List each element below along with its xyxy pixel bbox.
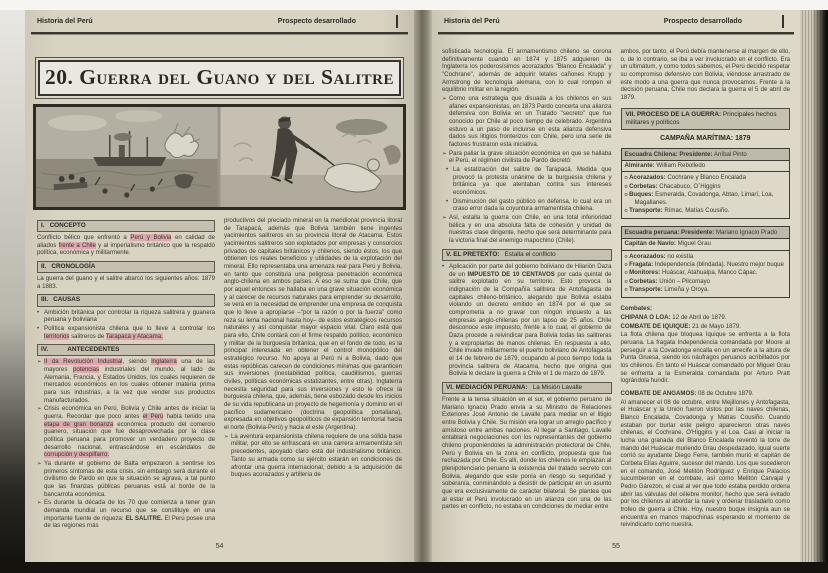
squadron-row: o Corbetas: Unión – Pilcomayo xyxy=(625,278,787,286)
page-header xyxy=(432,10,800,32)
cronologia-body: La guerra del guano y el salitre abarcó los siguientes años: 1879 a 1883. xyxy=(37,275,215,290)
chapter-title: 20. Guerra del Guano y del Salitre xyxy=(44,65,395,89)
body-paragraph: sofisticada tecnología. El armamentismo chileno se corona definitivamente cuando en 1874 y 1875 adquieren de Inglaterra los poderosísimos acorazados "Blanco Encalada" y "Cochrane", además de adquirir letales cañones Krupp y Armstrong de tecnología alemana, con lo cual rompen el equilibrio militar en la región. xyxy=(442,48,612,94)
page-header xyxy=(25,10,414,32)
highlighted-phrase: frente a Chile xyxy=(58,241,96,249)
mediacion-body: Frente a la tensa situación en el sur, el gobierno peruano de Mariano Ignacio Prado envía a su Ministro de Relaciones Exteriores José Antonio de Lavalle para mediar en el litigio entre Bolivia y Chile. Su misión era lograr un arreglo pacífico y amistoso entre ambas naciones. Al llegar a Santiago, Lavalle entablará negociaciones con los representantes del gobierno chileno proponiéndoles la administración protectoral de Chile, Perú y Bolivia en la zona en conflicto, propuesta que fue rechazada por Chile. Es allí, donde los chilenos le emplazan al plenipotenciario peruano la existencia del tratado secreto con Bolivia, alegando que este ponía en riesgo su seguridad y soberanía, conminándolo a desistir de participar en un asunto que era exclusivamente de carácter bilateral. Se plantea que al estar el Perú involucrado en un alianza con una de las partes en conflicto, no estaba en condiciones de mediar entre xyxy=(442,396,612,511)
concepto-body: Conflicto bélico que enfrentó a Perú y Bolivia en calidad de aliados frente a Chile y al imperialismo británico que la respaldó política, económica y militarmente. xyxy=(37,234,215,257)
highlighted-phrase: II da Revolución Industrial xyxy=(44,358,123,366)
pretexto-bullet: • Aplicación por parte del gobierno boliviano de Hilarión Daza de un IMPUESTO DE 10 CENTAVOS por cada quintal de salitre explotado en su territorio. Esto provoca la indignación de la Compañía salitrera de Antofagasta de capitales chileno-británico, alegando que Bolivia estaba violando un decreto emitido en 1874 por el que se comprometía a no gravar con ningún impuesto a las empresas anglo-chilenas por un lapso de 25 años. Chile desconoce este impuesto, frente a lo cual, el gobierno de Daza procede a reivindicar para Bolivia todas las salitreras y a expropiarlas de manos chilenas. En respuesta a ello, Chile invade militarmente el puerto boliviano de Antofagasta el 14 de febrero de 1879, ocupando al poco tiempo toda la provincia salitrera de Atacama, hecho que origina que Bolivia le declare la guerra a Chile el 1 de marzo de 1879. xyxy=(442,263,612,378)
battle-illustration-frame xyxy=(33,104,406,210)
header-section-title: Prospecto desarrollado xyxy=(663,18,742,25)
page-number: 54 xyxy=(215,543,224,550)
squadron-header: Escuadra peruana: Presidente: Mariano Ignacio Prado xyxy=(622,227,790,239)
combat-body: La flota chilena que bloquea Iquique se enfrenta a la flota peruana. La fragata Independencia comandada por Moore al perseguir a la Covadonga encalla en un arrecife a la altura de Punta Gruesa, siendo los náufragos peruanos acribillados por los chilenos. En tanto el Huáscar comandado por Miguel Grau se enfrenta a la Esmeralda comandada por Arturo Pratt lográndola hundir. xyxy=(620,331,790,385)
squadron-subheader: Almirante: William Rebolledo xyxy=(622,161,790,173)
header-rule xyxy=(438,32,794,35)
body-bullet: ➢ Como una estrategia que disuada a los chilenos en sus afanes expansionistas, en 1873 Pardo concerta una alianza defensiva con Bolivia en un Tratado "secreto" que fue conocido por Chile al poco tiempo de celebrado. Argentina estuvo a un paso de incluirse en esta alianza defensiva dados sus litigios fronterizos con Chile, pero una serie de factores frustraron esta iniciativa. xyxy=(442,95,612,149)
combat-entry: CHIPANA O LOA: 12 de Abril de 1879. xyxy=(620,313,727,321)
left-page-column-1 xyxy=(37,216,215,531)
highlighted-phrase: etapa de gran bonanza xyxy=(44,420,114,428)
antecedentes-bullet: ➢ II da Revolución Industrial, siendo Inglaterra una de las mayores potencias industriales del mundo, al lado de Alemania, Francia, y Estados Unidos, los cuales requieren de mercados económicos en los cuales obtener materia prima para sus industrias, a la vez que vender sus productos manufacturados. xyxy=(37,358,215,404)
section-header-concepto: I. CONCEPTO xyxy=(37,220,215,232)
squadron-row: o Acorazados: no existía xyxy=(625,253,787,261)
scan-top-margin xyxy=(0,0,828,10)
squadron-row: o Monitores: Huáscar, Atahualpa, Manco Cápac. xyxy=(625,269,787,277)
section-header-cronologia: II. CRONOLOGÍA xyxy=(37,261,215,273)
combat-entry: COMBATE DE IQUIQUE: 21 de Mayo 1879. xyxy=(620,322,741,330)
squadron-subheader: Capitán de Navío: Miguel Grau xyxy=(622,239,790,251)
chilean-squadron-table xyxy=(621,148,791,219)
scan-left-edge xyxy=(0,10,25,573)
section-header-proceso: VII. PROCESO DE LA GUERRA: Principales hechos militares y políticos xyxy=(621,108,791,131)
body-bullet: ➢ Así, estalla la guerra con Chile, en una total inferioridad bélica y en una absoluta falta de cohesión y unidad de nuestras clase dirigente, hecho que será determinante para la victoria final del enemigo mapochino (Chile). xyxy=(442,214,612,245)
peruvian-squadron-table xyxy=(621,226,791,298)
decree-bullet: • La estatización del salitre de Tarapacá. Medida que provocó la protesta unánime de la burguesía chilena y británica ya que atentaban contra sus intereses económicos. xyxy=(442,166,612,197)
squadron-row: o Buques: Esmeralda, Covadonga, Abtao, Limarí, Loa, Magallanes. xyxy=(625,191,787,207)
body-bullet: ➢ Para paliar la grave situación económica en que se hallaba el Perú, el régimen civilista de Pardo decretó: xyxy=(442,150,612,165)
highlighted-phrase: potencias xyxy=(72,365,100,373)
book-page-left xyxy=(25,10,414,562)
right-page-column-1 xyxy=(442,47,612,534)
antecedentes-bullet: ➢ Ya durante el gobierno de Balta empezaron a sentirse los primeros síntomas de esta crisis, sin embargo será durante el civilismo de Pardo en que la situación se agrava, a tal punto que las finanzas públicas peruanas está al borde de la bancarrota económica. xyxy=(37,460,215,498)
antecedentes-bullet: ➢ Crisis económica en Perú, Bolivia y Chile antes de iniciar la guerra. Recordar que poco antes el Perú había tenido una etapa de gran bonanza económica producto del comercio guanero, situación que fue desaprovechada por la clase política peruana para promover un verdadero proyecto de desarrollo nacional, entrascándose en escándalos de corrupción y despilfarro. xyxy=(37,405,215,459)
squadron-header: Escuadra Chilena: Presidente: Aníbal Pinto xyxy=(622,149,790,161)
section-header-causas: III. CAUSAS xyxy=(37,294,215,306)
combates-label: Combates: xyxy=(620,305,652,313)
header-divider-tick xyxy=(396,15,398,28)
book-page-right xyxy=(432,10,800,562)
body-paragraph: ambos, por tanto, el Perú debía mantenerse al margen de ello, o, de lo contrario, se iba a ver involucrado en el conflicto. Era un ultimátum, y como todos sabemos, el Perú decidió respetar su compromiso defensivo con Bolivia, viéndose arrastrado de este modo a una guerra que nunca provocamos. Frente a la decisión peruana, Chile nos declara la guerra el 5 de abril de 1879. xyxy=(620,48,790,102)
squadron-row: o Acorazados: Cochrane y Blanco Encalada xyxy=(625,174,787,182)
chapter-title-box xyxy=(35,57,404,99)
highlighted-phrase: corrupción y despilfarro. xyxy=(44,451,110,459)
book-fore-edge-shadow xyxy=(812,10,828,562)
squadron-row: o Transporte: Limeña y Oroya. xyxy=(625,286,787,294)
highlighted-phrase: Tarapacá y Atacama. xyxy=(105,332,163,340)
highlighted-phrase: territorios xyxy=(44,332,70,340)
header-book-title: Historia del Perú xyxy=(444,18,500,25)
naval-battle-illustration xyxy=(36,107,403,207)
combat-body: Al amanecer el 08 de octubre, entre Mejillones y Antofagasta, el Huáscar y la Unión fueron vistos por las naves chilenas, Blanco Encalada, Covadonga y Matías Cousiño. Cuando estaban por burlar este peligro aparecieron otras naves chilenas, el Cochrane, O'Higgins y el Loa. Casi al iniciar la lucha una granada del Blanco Encalada reventó la torre de mando del Huáscar muriendo Grau despedazado, igual suerte corrió su ayudante Diego Ferre, también murió el capitán de Corbeta Elías Aguirre, sucesor del mando. Los que sucedieron en el comando, José Melitón Rodríguez y Enrique Palacios sucumbieron en el combate, así como Melitón Carvajal y Pedro Gárezon, el cual al ver que todo estaba perdido ordena abrir las válvulas del célebre monitor, hecho que será evitado por los chilenos al abordar la nave y ordenar trasladarlo como trofeo de guerra a Chile. Hoy, nuestro buque insignia aun se encuentra en manos mapochinas esperando el momento de reivindicarlo como nuestra. xyxy=(620,398,790,529)
section-header-mediacion: VI. MEDIACIÓN PERUANA: La Misión Lavalle xyxy=(442,382,612,394)
causas-bullet: • Ambición británica por controlar la riqueza salitrera y guanera peruana y boliviana xyxy=(37,309,215,324)
body-bullet: ➢ La aventura expansionista chilena requiere de una sólida base militar, por ello se enfrascará en una carrera armamentista sin precedentes, apoyado claro está del industrialismo británico. Tanto su armada como su ejército estarán en condiciones de afrontar una guerra internacional, debido a la adquisición de buques acorazados y artillería de xyxy=(224,433,402,479)
highlighted-phrase: Perú y Bolivia xyxy=(130,234,172,242)
left-page-column-2 xyxy=(224,216,402,531)
header-book-title: Historia del Perú xyxy=(37,18,93,25)
scan-bottom-margin xyxy=(0,562,828,573)
squadron-row: o Fragata: Independencia (blindada). Nuestro mejor buque xyxy=(625,261,787,269)
squadron-row: o Transporte: Rímac, Matías Cousiño. xyxy=(625,207,787,215)
campaign-title: CAMPAÑA MARÍTIMA: 1879 xyxy=(660,135,751,143)
antecedentes-bullet: ➢ Es durante la década de los 70 que comienza a tener gran demanda mundial un recurso que se constituye en una importante fuente de riqueza: EL SALITRE. El Perú posee una de las regiones más xyxy=(37,499,215,530)
book-spine-shadow xyxy=(414,10,432,562)
highlighted-phrase: el Perú xyxy=(142,413,164,420)
page-number: 55 xyxy=(612,543,620,550)
squadron-row: o Corbetas: Chacabuco, O´Higgins xyxy=(625,183,787,191)
header-divider-tick xyxy=(782,15,784,28)
causas-bullet: • Política expansionista chilena que lo lleve a controlar los territorios salitreros de Tarapacá y Atacama. xyxy=(37,325,215,340)
combat-entry: COMBATE DE ANGAMOS: 08 de Octubre 1879. xyxy=(620,389,754,397)
body-paragraph: productivos del preciado mineral en la meridional provincia litoral de Tarapacá, además que Bolivia también tiene ingentes yacimientos salitreros en su provincia litoral de Atacama. Estos yacimientos salitreros son explotados por empresas y consorcios privados de capitales británicos y chilenos, siendo éstos, los que obtienen los reales beneficios y utilidades de la explotación del mineral. Ello representaba una amenaza real para Perú y Bolivia, en tanto que constituía una peligrosa penetración económica anglo-chilena en ambos países. A eso se suma que Chile, que por aquel entonces se hallaba en una grave situación económica y al carecer de recursos naturales para emprender su desarrollo, se verá en la necesidad de emprender una empresa de conquista que lo lleve a apropiarse –"por la razón o por la fuerza" como reza su lema nacional hasta hoy– de estos estratégicos recursos naturales y así conquistar mayor espacio vital. Claro está que para ello, Chile contará con el firme respaldo político, económico y militar de la burguesía británica, que en el fondo de todo, es la principal interesada en obtener el control monopólico del estratégico recurso. No apoya al Perú ni a Bolivia, dado que estas repúblicas carecen de condiciones mínimas que garanticen sus inversiones (inestabilidad política, caudillismos, guerras civiles, políticas económicas estatizantes, entre otras). Inglaterra necesita seguridad para sus inversiones y esto le ofrece la burguesía chilena, que, además, tiene esbozado desde los inicios de su vida republicana un proyecto de hegemonía y dominio en el pacífico sudamericano (doctrina geopolítica portaliana), expresada en objetivos geopolíticos de expansión territorial hacia el norte (Bolivia-Perú) y hacia el este (Argentina). xyxy=(224,217,402,432)
right-page-column-2 xyxy=(621,47,791,534)
section-header-pretexto: V. EL PRETEXTO: Estalla el conflicto xyxy=(442,249,612,261)
header-section-title: Prospecto desarrollado xyxy=(277,18,356,25)
highlighted-phrase: Inglaterra xyxy=(151,358,177,366)
section-header-antecedentes: IV. ANTECEDENTES xyxy=(37,344,215,356)
header-rule xyxy=(31,32,408,35)
decree-bullet: • Disminución del gasto público en defensa, lo cual era un craso error dada la coyuntura armamentista chilena. xyxy=(442,198,612,213)
